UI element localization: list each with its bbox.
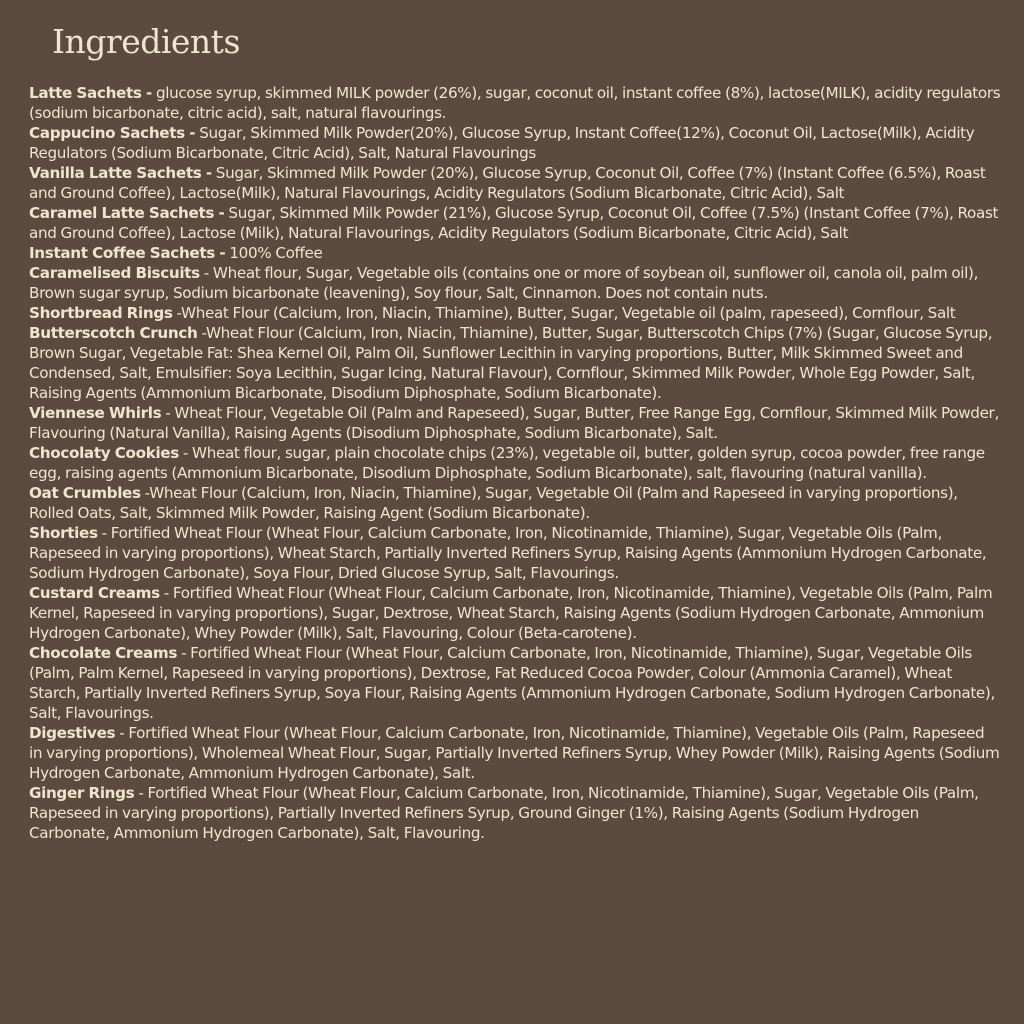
product-name: Vanilla Latte Sachets - xyxy=(29,164,212,182)
product-name: Custard Creams xyxy=(29,584,160,602)
ingredient-text: glucose syrup, skimmed MILK powder (26%), sugar, coconut oil, instant coffee (8%), lactose(MILK), acidity regulators (sodium bicarbonate, citric acid), salt, natural flavourings. xyxy=(29,84,1001,122)
ingredient-entry xyxy=(29,403,1001,443)
ingredient-text: Sugar, Skimmed Milk Powder (21%), Glucose Syrup, Coconut Oil, Coffee (7.5%) (Instant Coffee (7%), Roast and Ground Coffee), Lactose (Milk), Natural Flavourings, Acidity Regulators (Sodium Bicarbonate, Citric Acid), Salt xyxy=(29,204,999,242)
ingredient-text: - Wheat Flour, Vegetable Oil (Palm and Rapeseed), Sugar, Butter, Free Range Egg, Cornflour, Skimmed Milk Powder, Flavouring (Natural Vanilla), Raising Agents (Disodium Diphosphate, Sodium Bicarbonate), Salt. xyxy=(29,404,999,442)
product-name: Viennese Whirls xyxy=(29,404,162,422)
product-name: Chocolaty Cookies xyxy=(29,444,179,462)
ingredient-entry xyxy=(29,303,1001,323)
ingredients-list xyxy=(29,83,1001,843)
ingredient-entry xyxy=(29,483,1001,523)
product-name: Oat Crumbles xyxy=(29,484,141,502)
ingredient-text: -Wheat Flour (Calcium, Iron, Niacin, Thiamine), Sugar, Vegetable Oil (Palm and Rapeseed in varying proportions), Rolled Oats, Salt, Skimmed Milk Powder, Raising Agent (Sodium Bicarbonate). xyxy=(29,484,958,522)
ingredient-text: -Wheat Flour (Calcium, Iron, Niacin, Thiamine), Butter, Sugar, Vegetable oil (palm, rapeseed), Cornflour, Salt xyxy=(172,304,956,322)
product-name: Butterscotch Crunch xyxy=(29,324,198,342)
product-name: Instant Coffee Sachets - xyxy=(29,244,226,262)
product-name: Latte Sachets - xyxy=(29,84,152,102)
ingredient-text: - Wheat flour, sugar, plain chocolate chips (23%), vegetable oil, butter, golden syrup, cocoa powder, free range egg, raising agents (Ammonium Bicarbonate, Disodium Diphosphate, Sodium Bicarbonate), salt, flavouring (natural vanilla). xyxy=(29,444,985,482)
ingredient-text: - Fortified Wheat Flour (Wheat Flour, Calcium Carbonate, Iron, Nicotinamide, Thiamine), Vegetable Oils (Palm, Palm Kernel, Rapeseed in varying proportions), Sugar, Dextrose, Wheat Starch, Raising Agents (Sodium Hydrogen Carbonate, Ammonium Hydrogen Carbonate), Whey Powder (Milk), Salt, Flavouring, Colour (Beta-carotene). xyxy=(29,584,993,642)
ingredient-text: - Fortified Wheat Flour (Wheat Flour, Calcium Carbonate, Iron, Nicotinamide, Thiamine), Sugar, Vegetable Oils (Palm, Palm Kernel, Rapeseed in varying proportions), Dextrose, Fat Reduced Cocoa Powder, Colour (Ammonia Caramel), Wheat Starch, Partially Inverted Refiners Syrup, Soya Flour, Raising Agents (Ammonium Hydrogen Carbonate, Sodium Hydrogen Carbonate), Salt, Flavourings. xyxy=(29,644,995,722)
ingredient-entry xyxy=(29,243,1001,263)
product-name: Ginger Rings xyxy=(29,784,135,802)
ingredient-text: - Wheat flour, Sugar, Vegetable oils (contains one or more of soybean oil, sunflower oil, canola oil, palm oil), Brown sugar syrup, Sodium bicarbonate (leavening), Soy flour, Salt, Cinnamon. Does not contain nuts. xyxy=(29,264,979,302)
ingredient-text: - Fortified Wheat Flour (Wheat Flour, Calcium Carbonate, Iron, Nicotinamide, Thiamine), Sugar, Vegetable Oils (Palm, Rapeseed in varying proportions), Partially Inverted Refiners Syrup, Ground Ginger (1%), Raising Agents (Sodium Hydrogen Carbonate, Ammonium Hydrogen Carbonate), Salt, Flavouring. xyxy=(29,784,979,842)
ingredient-text: Sugar, Skimmed Milk Powder(20%), Glucose Syrup, Instant Coffee(12%), Coconut Oil, Lactose(Milk), Acidity Regulators (Sodium Bicarbonate, Citric Acid), Salt, Natural Flavourings xyxy=(29,124,975,162)
product-name: Shortbread Rings xyxy=(29,304,173,322)
ingredient-text: 100% Coffee xyxy=(225,244,323,262)
product-name: Caramelised Biscuits xyxy=(29,264,200,282)
ingredient-entry xyxy=(29,523,1001,583)
ingredient-text: - Fortified Wheat Flour (Wheat Flour, Calcium Carbonate, Iron, Nicotinamide, Thiamine), Sugar, Vegetable Oils (Palm, Rapeseed in varying proportions), Wheat Starch, Partially Inverted Refiners Syrup, Raising Agents (Ammonium Hydrogen Carbonate, Sodium Hydrogen Carbonate), Soya Flour, Dried Glucose Syrup, Salt, Flavourings. xyxy=(29,524,987,582)
ingredient-entry xyxy=(29,163,1001,203)
ingredient-text: -Wheat Flour (Calcium, Iron, Niacin, Thiamine), Butter, Sugar, Butterscotch Chips (7%) (Sugar, Glucose Syrup, Brown Sugar, Vegetable Fat: Shea Kernel Oil, Palm Oil, Sunflower Lecithin in varying proportions, Butter, Milk Skimmed Sweet and Condensed, Salt, Emulsifier: Soya Lecithin, Sugar Icing, Natural Flavour), Cornflour, Skimmed Milk Powder, Whole Egg Powder, Salt, Raising Agents (Ammonium Bicarbonate, Disodium Diphosphate, Sodium Bicarbonate). xyxy=(29,324,993,402)
ingredient-entry xyxy=(29,123,1001,163)
ingredient-text: Sugar, Skimmed Milk Powder (20%), Glucose Syrup, Coconut Oil, Coffee (7%) (Instant Coffee (6.5%), Roast and Ground Coffee), Lactose(Milk), Natural Flavourings, Acidity Regulators (Sodium Bicarbonate, Citric Acid), Salt xyxy=(29,164,986,202)
ingredient-entry xyxy=(29,203,1001,243)
ingredient-entry xyxy=(29,583,1001,643)
ingredient-text: - Fortified Wheat Flour (Wheat Flour, Calcium Carbonate, Iron, Nicotinamide, Thiamine), Vegetable Oils (Palm, Rapeseed in varying proportions), Wholemeal Wheat Flour, Sugar, Partially Inverted Refiners Syrup, Whey Powder (Milk), Raising Agents (Sodium Hydrogen Carbonate, Ammonium Hydrogen Carbonate), Salt. xyxy=(29,724,1000,782)
ingredient-entry xyxy=(29,443,1001,483)
product-name: Shorties xyxy=(29,524,98,542)
ingredient-entry xyxy=(29,723,1001,783)
ingredient-entry xyxy=(29,783,1001,843)
product-name: Digestives xyxy=(29,724,116,742)
page-title: Ingredients xyxy=(52,22,240,61)
product-name: Chocolate Creams xyxy=(29,644,178,662)
product-name: Caramel Latte Sachets - xyxy=(29,204,225,222)
ingredient-entry xyxy=(29,83,1001,123)
ingredient-entry xyxy=(29,643,1001,723)
ingredient-entry xyxy=(29,263,1001,303)
product-name: Cappucino Sachets - xyxy=(29,124,196,142)
ingredient-entry xyxy=(29,323,1001,403)
